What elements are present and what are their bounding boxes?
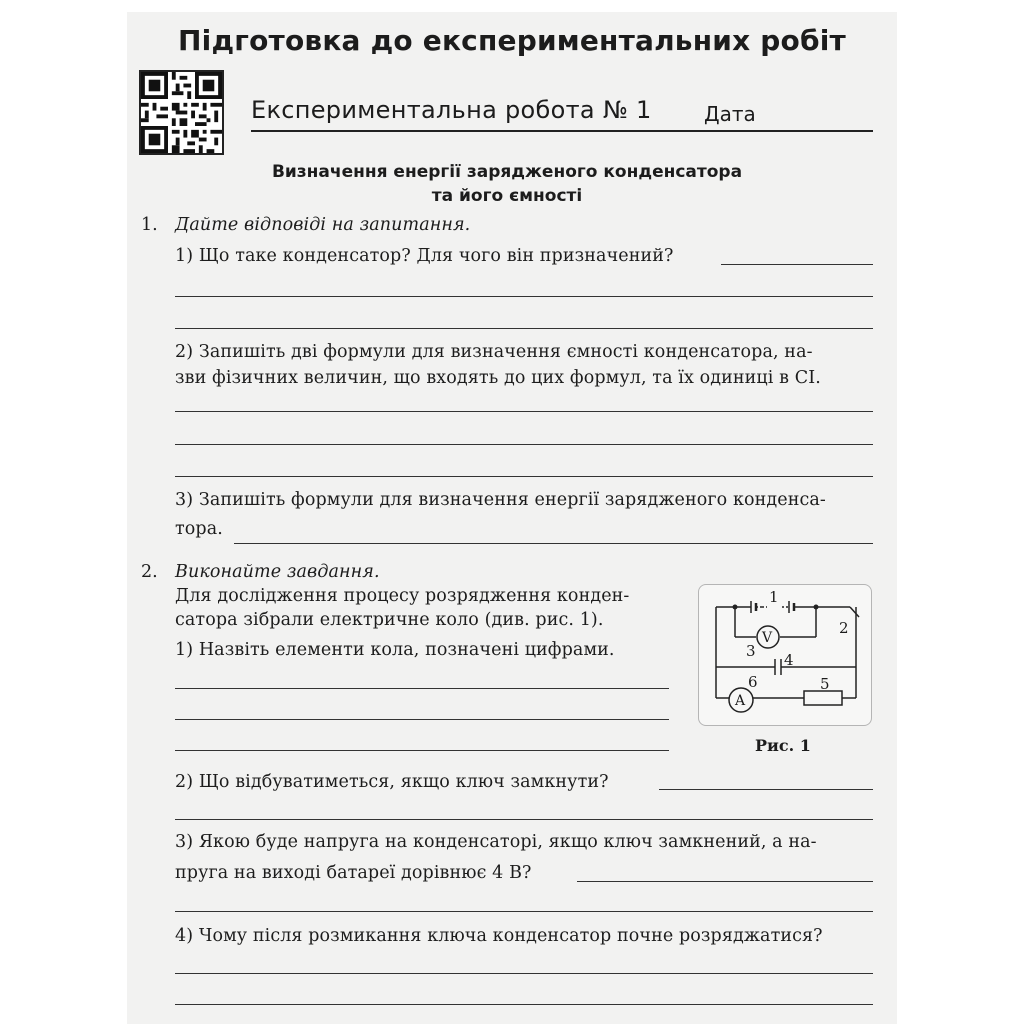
task2-question4: 4) Чому після розмикання ключа конденсатор почне розряджатися? bbox=[175, 926, 823, 946]
answer-line[interactable] bbox=[175, 750, 669, 751]
answer-line[interactable] bbox=[234, 543, 873, 544]
task1-question2-line2: зви фізичних величин, що входять до цих формул, та їх одиниці в СІ. bbox=[175, 368, 821, 388]
task1-question1: 1) Що таке конденсатор? Для чого він призначений? bbox=[175, 246, 674, 266]
diagram-label-2: 2 bbox=[839, 619, 849, 637]
answer-line[interactable] bbox=[659, 789, 873, 790]
answer-line[interactable] bbox=[175, 328, 873, 329]
experiment-work-title: Експериментальна робота № 1 bbox=[251, 96, 652, 124]
task2-question3-line1: 3) Якою буде напруга на конденсаторі, якщо ключ замкнений, а на- bbox=[175, 832, 817, 852]
diagram-label-1: 1 bbox=[769, 588, 779, 606]
worksheet-page bbox=[127, 12, 897, 1024]
diagram-label-3: 3 bbox=[746, 642, 756, 660]
answer-line[interactable] bbox=[175, 719, 669, 720]
qr-code-icon[interactable] bbox=[139, 70, 224, 155]
task1-question3-line2: тора. bbox=[175, 519, 223, 539]
answer-line[interactable] bbox=[577, 881, 873, 882]
answer-line[interactable] bbox=[721, 264, 873, 265]
task2-intro-line1: Для дослідження процесу розрядження конден- bbox=[175, 586, 630, 606]
answer-line[interactable] bbox=[175, 444, 873, 445]
subject-title-line1: Визначення енергії зарядженого конденсатора bbox=[271, 162, 743, 182]
subject-title-line2: та його ємності bbox=[431, 186, 583, 206]
diagram-label-4: 4 bbox=[784, 651, 794, 669]
task2-question2: 2) Що відбуватиметься, якщо ключ замкнути? bbox=[175, 772, 609, 792]
answer-line[interactable] bbox=[175, 911, 873, 912]
diagram-label-6: 6 bbox=[748, 673, 758, 691]
task2-question3-line2: пруга на виході батареї дорівнює 4 В? bbox=[175, 863, 532, 883]
answer-line[interactable] bbox=[175, 411, 873, 412]
diagram-label-5: 5 bbox=[820, 675, 830, 693]
task2-instruction: Виконайте завдання. bbox=[175, 562, 380, 582]
voltmeter-icon: V bbox=[762, 630, 773, 646]
page-title: Підготовка до експериментальних робіт bbox=[178, 24, 846, 57]
answer-line[interactable] bbox=[175, 296, 873, 297]
date-label: Дата bbox=[704, 102, 756, 126]
task2-intro-line2: сатора зібрали електричне коло (див. рис. 1). bbox=[175, 610, 604, 630]
task1-question3-line1: 3) Запишіть формули для визначення енергії зарядженого конденса- bbox=[175, 490, 826, 510]
task1-number: 1. bbox=[141, 215, 158, 235]
task2-question1: 1) Назвіть елементи кола, позначені цифрами. bbox=[175, 640, 615, 660]
answer-line[interactable] bbox=[175, 819, 873, 820]
ammeter-icon: A bbox=[735, 693, 746, 709]
figure-caption: Рис. 1 bbox=[755, 736, 811, 755]
answer-line[interactable] bbox=[175, 973, 873, 974]
header-divider bbox=[251, 130, 873, 132]
answer-line[interactable] bbox=[175, 1004, 873, 1005]
answer-line[interactable] bbox=[175, 688, 669, 689]
answer-line[interactable] bbox=[175, 476, 873, 477]
task1-instruction: Дайте відповіді на запитання. bbox=[175, 215, 471, 235]
task2-number: 2. bbox=[141, 562, 158, 582]
circuit-diagram bbox=[698, 584, 872, 726]
task1-question2-line1: 2) Запишіть дві формули для визначення ємності конденсатора, на- bbox=[175, 342, 813, 362]
